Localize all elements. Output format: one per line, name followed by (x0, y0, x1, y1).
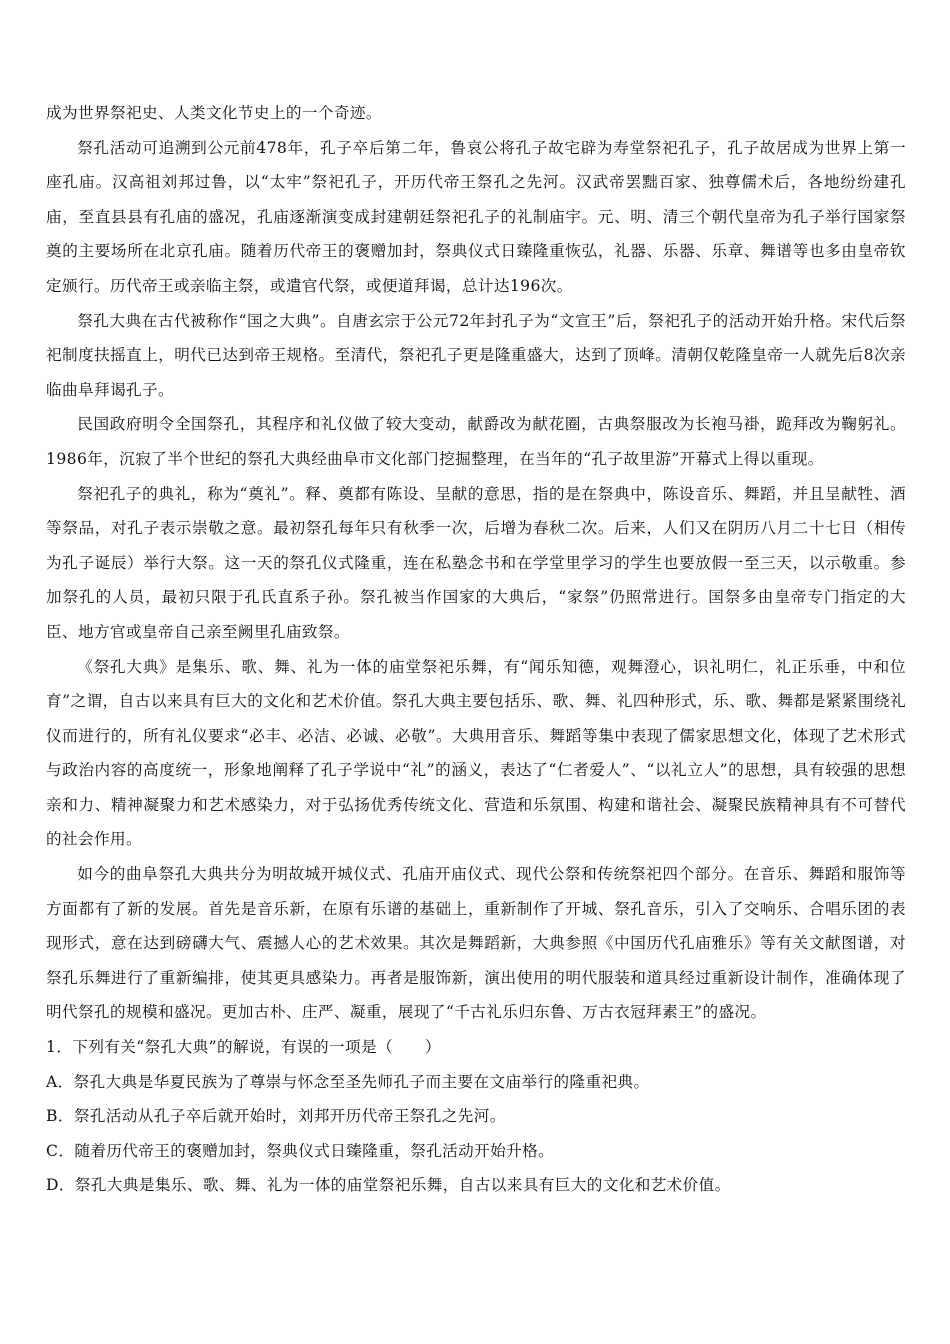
passage-paragraph-1: 成为世界祭祀史、人类文化节史上的一个奇迹。 (46, 104, 382, 122)
option-c[interactable] (46, 1134, 906, 1169)
option-text: 祭孔大典是集乐、歌、舞、礼为一体的庙堂祭祀乐舞，自古以来具有巨大的文化和艺术价值。 (74, 1176, 731, 1195)
option-b[interactable] (46, 1099, 906, 1134)
option-text: 随着历代帝王的褒赠加封，祭典仪式日臻隆重，祭孔活动开始升格。 (74, 1141, 555, 1160)
passage-paragraph-7: 如今的曲阜祭孔大典共分为明故城开城仪式、孔庙开庙仪式、现代公祭和传统祭祀四个部分。在音乐、舞蹈和服饰等方面都有了新的发展。首先是音乐新，在原有乐谱的基础上，重新制作了开城、祭孔音乐，引入了交响乐、合唱乐团的表现形式，意在达到磅礴大气、震撼人心的艺术效果。其次是舞蹈新，大典参照《中国历代孔庙雅乐》等有关文献图谱，对祭孔乐舞进行了重新编排，使其更具感染力。再者是服饰新，演出使用的明代服装和道具经过重新设计制作，准确体现了明代祭孔的规模和盛况。更加古朴、庄严、凝重，展现了“千古礼乐归东鲁、万古衣冠拜素王”的盛况。 (46, 865, 906, 1022)
option-text: 祭孔大典是华夏民族为了尊崇与怀念至圣先师孔子而主要在文庙举行的隆重祀典。 (73, 1072, 650, 1091)
option-a[interactable] (46, 1065, 906, 1100)
reading-passage (46, 96, 906, 1030)
passage-paragraph-6: 《祭孔大典》是集乐、歌、舞、礼为一体的庙堂祭祀乐舞，有“闻乐知德，观舞澄心，识礼明仁，礼正乐垂，中和位育”之谓，自古以来具有巨大的文化和艺术价值。祭孔大典主要包括乐、歌、舞、礼四种形式，乐、歌、舞都是紧紧围绕礼仪而进行的，所有礼仪要求“必丰、必洁、必诚、必敬”。大典用音乐、舞蹈等集中表现了儒家思想文化，体现了艺术形式与政治内容的高度统一，形象地阐释了孔子学说中“礼”的涵义，表达了“仁者爱人”、“以礼立人”的思想，具有较强的思想亲和力、精神凝聚力和艺术感染力，对于弘扬优秀传统文化、营造和乐氛围、构建和谐社会、凝聚民族精神具有不可替代的社会作用。 (46, 657, 906, 849)
passage-paragraph-4: 民国政府明令全国祭孔，其程序和礼仪做了较大变动，献爵改为献花圈，古典祭服改为长袍马褂，跪拜改为鞠躬礼。1986年，沉寂了半个世纪的祭孔大典经曲阜市文化部门挖掘整理，在当年的“孔子故里游”开幕式上得以重现。 (46, 415, 906, 468)
option-letter: C． (46, 1141, 75, 1160)
option-d[interactable] (46, 1168, 906, 1203)
passage-paragraph-5: 祭祀孔子的典礼，称为“奠礼”。释、奠都有陈设、呈献的意思，指的是在祭典中，陈设音乐、舞蹈，并且呈献牲、酒等祭品，对孔子表示崇敬之意。最初祭孔每年只有秋季一次，后增为春秋二次。后来，人们又在阴历八月二十七日（相传为孔子诞辰）举行大祭。这一天的祭孔仪式隆重，连在私塾念书和在学堂里学习的学生也要放假一至三天，以示敬重。参加祭孔的人员，最初只限于孔氏直系子孙。祭孔被当作国家的大典后，“家祭”仍照常进行。国祭多由皇帝专门指定的大臣、地方官或皇帝自己亲至阙里孔庙致祭。 (46, 484, 906, 641)
question-stem: 下列有关“祭孔大典”的解说，有误的一项是（ ） (72, 1038, 441, 1057)
question-1 (46, 1030, 906, 1203)
passage-paragraph-2: 祭孔活动可追溯到公元前478年，孔子卒后第二年，鲁哀公将孔子故宅辟为寿堂祭祀孔子，孔子故居成为世界上第一座孔庙。汉高祖刘邦过鲁，以“太牢”祭祀孔子，开历代帝王祭孔之先河。汉武帝罢黜百家、独尊儒术后，各地纷纷建孔庙，至直县县有孔庙的盛况，孔庙逐渐演变成封建朝廷祭祀孔子的礼制庙宇。元、明、清三个朝代皇帝为孔子举行国家祭奠的主要场所在北京孔庙。随着历代帝王的褒赠加封，祭典仪式日臻隆重恢弘，礼器、乐器、乐章、舞谱等也多由皇帝钦定颁行。历代帝王或亲临主祭，或遣官代祭，或便道拜谒，总计达196次。 (46, 138, 906, 295)
option-letter: D． (46, 1176, 75, 1195)
option-letter: A． (46, 1072, 74, 1091)
option-letter: B． (46, 1107, 74, 1126)
question-number: 1． (46, 1038, 73, 1057)
option-text: 祭孔活动从孔子卒后就开始时，刘邦开历代帝王祭孔之先河。 (73, 1107, 506, 1126)
exam-page (46, 96, 906, 1203)
question-stem-line (46, 1030, 906, 1065)
passage-paragraph-3: 祭孔大典在古代被称作“国之大典”。自唐玄宗于公元72年封孔子为“文宣王”后，祭祀孔子的活动开始升格。宋代后祭祀制度扶摇直上，明代已达到帝王规格。至清代，祭祀孔子更是隆重盛大，达到了顶峰。清朝仅乾隆皇帝一人就先后8次亲临曲阜拜谒孔子。 (46, 311, 906, 399)
